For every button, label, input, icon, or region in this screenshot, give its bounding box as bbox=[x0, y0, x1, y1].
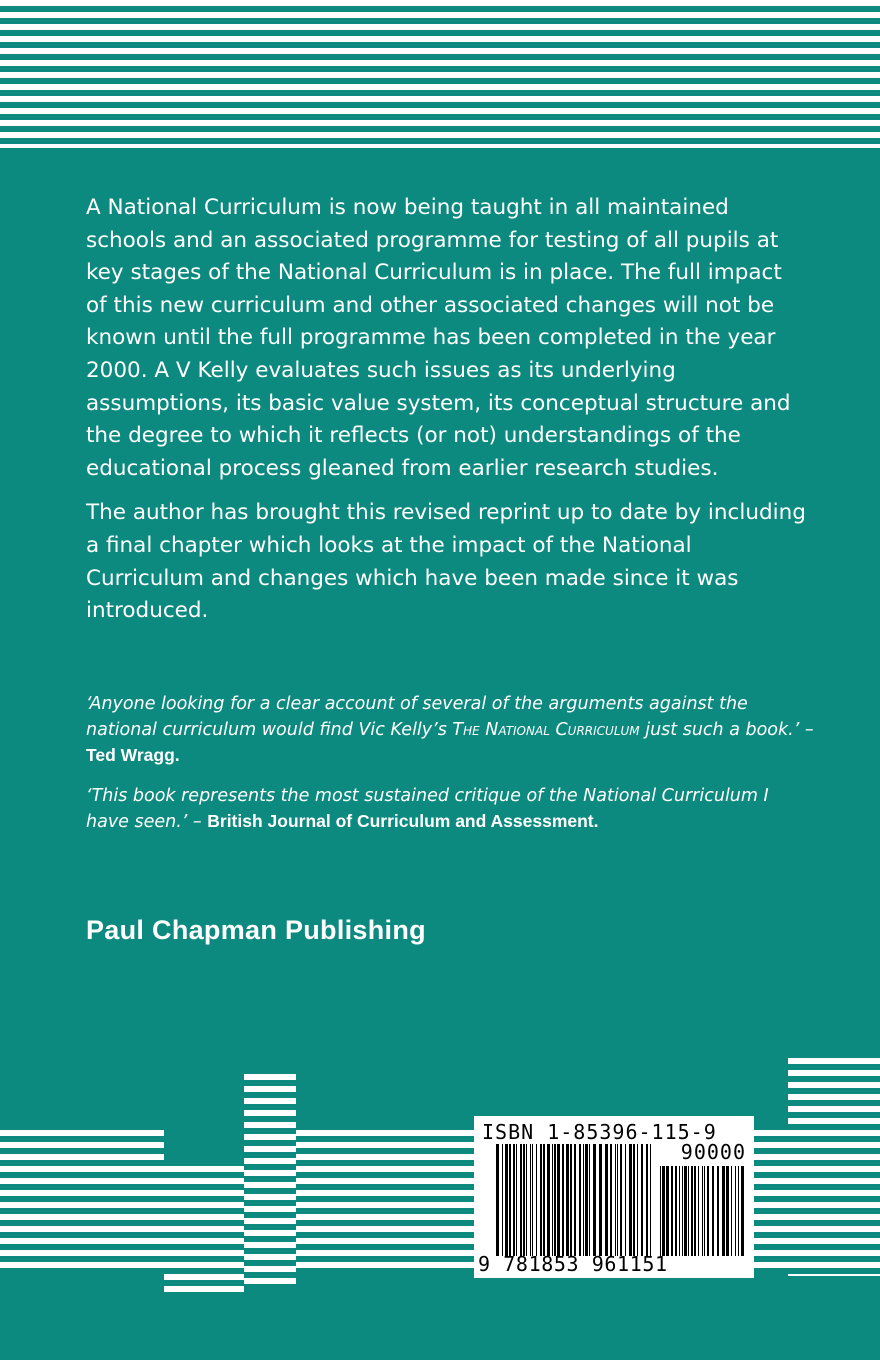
barcode-bar bbox=[741, 1166, 744, 1256]
barcode-bar bbox=[585, 1144, 588, 1256]
barcode-bar bbox=[731, 1166, 732, 1256]
barcode-bar bbox=[516, 1144, 517, 1256]
review-quote-journal bbox=[86, 784, 816, 836]
quote-source: British Journal of Curriculum and Assessment. bbox=[207, 811, 599, 831]
barcode-bar bbox=[694, 1166, 696, 1256]
publisher-name: Paul Chapman Publishing bbox=[86, 915, 426, 945]
isbn-barcode bbox=[474, 1116, 754, 1278]
barcode-bar bbox=[540, 1144, 542, 1256]
barcode-bar bbox=[502, 1144, 503, 1256]
barcode-bar bbox=[509, 1144, 511, 1256]
barcode-bar bbox=[691, 1166, 693, 1256]
barcode-bar bbox=[698, 1166, 699, 1256]
barcode-bar bbox=[738, 1166, 739, 1256]
barcode-bar bbox=[735, 1166, 736, 1256]
barcode-addon-number: 90000 bbox=[680, 1140, 746, 1164]
stripe-block bbox=[244, 1074, 296, 1288]
ean-number: 9 781853 961151 bbox=[478, 1252, 668, 1276]
quote-text-end: just such a book.’ – bbox=[639, 719, 814, 740]
barcode-addon-bars bbox=[660, 1166, 746, 1256]
barcode-bar bbox=[615, 1144, 616, 1256]
barcode-bar bbox=[666, 1166, 669, 1256]
barcode-bar bbox=[593, 1144, 596, 1256]
barcode-bar bbox=[523, 1144, 525, 1256]
barcode-bar bbox=[617, 1144, 618, 1256]
barcode-bar bbox=[702, 1166, 703, 1256]
barcode-bar bbox=[583, 1144, 584, 1256]
review-quotes bbox=[86, 692, 816, 850]
barcode-bar bbox=[671, 1166, 673, 1256]
barcode-bar bbox=[726, 1166, 729, 1256]
stripe-block bbox=[788, 1058, 880, 1276]
barcode-bar bbox=[566, 1144, 569, 1256]
barcode-bar bbox=[530, 1144, 531, 1256]
barcode-bar bbox=[620, 1144, 622, 1256]
barcode-bar bbox=[570, 1144, 572, 1256]
barcode-bar bbox=[554, 1144, 556, 1256]
barcode-bar bbox=[599, 1144, 602, 1256]
barcode-bar bbox=[679, 1166, 680, 1256]
barcode-bar bbox=[589, 1144, 590, 1256]
stripe-block bbox=[296, 1130, 474, 1268]
barcode-bar bbox=[717, 1166, 719, 1256]
quote-book-title: The National Curriculum bbox=[452, 719, 640, 740]
barcode-bar bbox=[605, 1144, 608, 1256]
barcode-bar bbox=[547, 1144, 550, 1256]
barcode-bar bbox=[496, 1144, 499, 1256]
top-stripes-decoration bbox=[0, 0, 880, 148]
barcode-bar bbox=[660, 1166, 661, 1256]
barcode-bar bbox=[722, 1166, 725, 1256]
barcode-bar bbox=[682, 1166, 683, 1256]
stripe-block bbox=[0, 1130, 164, 1268]
barcode-bar bbox=[536, 1144, 537, 1256]
barcode-bar bbox=[562, 1144, 564, 1256]
barcode-bar bbox=[684, 1166, 687, 1256]
barcode-bar bbox=[557, 1144, 560, 1256]
barcode-bars bbox=[496, 1144, 654, 1256]
barcode-bar bbox=[675, 1166, 677, 1256]
blurb-paragraph-2: The author has brought this revised reprint up to date by including a final chapter which looks at the impact of the National Curriculum and changes which have been made since it was introduced. bbox=[86, 500, 806, 624]
quote-text: ‘Anyone looking for a clear account of several of the arguments against the national curriculum would find Vic Kelly’s bbox=[86, 694, 748, 740]
barcode-bar bbox=[629, 1144, 632, 1256]
blurb-paragraph-1: A National Curriculum is now being taught in all maintained schools and an associated programme for testing of all pupils at key stages of the National Curriculum is in place. The full impact of this new curriculum and other associated changes will not be known until the full programme has been completed in the year 2000. A V Kelly evaluates such issues as its underlying assumptions, its basic value system, its conceptual structure and the degree to which it reflects (or not) understandings of the educational process gleaned from earlier research studies. bbox=[86, 195, 791, 481]
barcode-bar bbox=[712, 1166, 714, 1256]
isbn-label: ISBN 1-85396-115-9 bbox=[482, 1120, 717, 1144]
description-blurb bbox=[86, 192, 806, 640]
barcode-bar bbox=[513, 1144, 515, 1256]
barcode-bar bbox=[610, 1144, 612, 1256]
barcode-bar bbox=[520, 1144, 522, 1256]
barcode-bar bbox=[646, 1144, 648, 1256]
barcode-bar bbox=[526, 1144, 527, 1256]
barcode-bar bbox=[532, 1144, 533, 1256]
barcode-bar bbox=[574, 1144, 576, 1256]
barcode-bar bbox=[543, 1144, 545, 1256]
barcode-bar bbox=[633, 1144, 635, 1256]
stripe-block bbox=[164, 1166, 244, 1296]
review-quote-wragg bbox=[86, 692, 816, 770]
barcode-bar bbox=[688, 1166, 689, 1256]
barcode-bar bbox=[552, 1144, 553, 1256]
barcode-bar bbox=[505, 1144, 508, 1256]
barcode-bar bbox=[707, 1166, 709, 1256]
barcode-bar bbox=[579, 1144, 581, 1256]
barcode-bar bbox=[704, 1166, 705, 1256]
barcode-bar bbox=[662, 1166, 665, 1256]
barcode-bar bbox=[650, 1144, 651, 1256]
quote-text: ‘This book represents the most sustained critique of the National Curriculum I have seen.’ – bbox=[86, 785, 769, 832]
stripe-block bbox=[754, 1130, 788, 1268]
barcode-bar bbox=[641, 1144, 643, 1256]
barcode-bar bbox=[625, 1144, 626, 1256]
quote-source: Ted Wragg. bbox=[86, 745, 180, 765]
barcode-bar bbox=[637, 1144, 638, 1256]
